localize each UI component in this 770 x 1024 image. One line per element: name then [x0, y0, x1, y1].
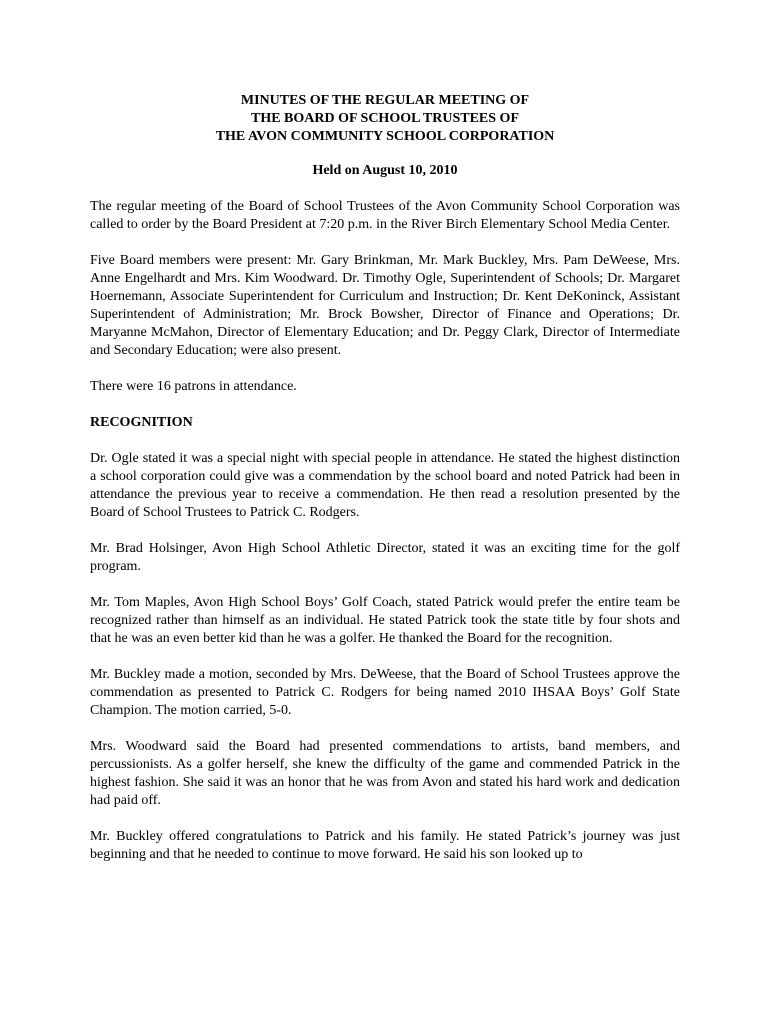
paragraph-call-to-order: The regular meeting of the Board of School Trustees of the Avon Community School Corporation was called to order by the Board President at 7:20 p.m. in the River Birch Elementary School Media Center.: [90, 199, 680, 232]
paragraph-recognition-2: Mr. Brad Holsinger, Avon High School Athletic Director, stated it was an exciting time for the golf program.: [90, 541, 680, 574]
paragraph-recognition-5: Mrs. Woodward said the Board had presented commendations to artists, band members, and percussionists. As a golfer herself, she knew the difficulty of the game and commended Patrick in the highest fashion. She said it was an honor that he was from Avon and stated his hard work and dedication had paid off.: [90, 739, 680, 808]
paragraph-attendance: Five Board members were present: Mr. Gary Brinkman, Mr. Mark Buckley, Mrs. Pam DeWeese, Mrs. Anne Engelhardt and Mrs. Kim Woodward. Dr. Timothy Ogle, Superintendent of Schools; Dr. Margaret Hoernemann, Associate Superintendent for Curriculum and Instruction; Dr. Kent DeKoninck, Assistant Superintendent of Administration; Mr. Brock Bowsher, Director of Finance and Operations; Dr. Maryanne McMahon, Director of Elementary Education; and Dr. Peggy Clark, Director of Intermediate and Secondary Education; were also present.: [90, 253, 680, 358]
title-line-1: MINUTES OF THE REGULAR MEETING OF: [240, 93, 530, 108]
paragraph-recognition-1: Dr. Ogle stated it was a special night with special people in attendance. He stated the highest distinction a school corporation could give was a commendation by the school board and noted Patrick had been in attendance the previous year to receive a commendation. He then read a resolution presented by the Board of School Trustees to Patrick C. Rodgers.: [90, 451, 680, 520]
title-line-3: THE AVON COMMUNITY SCHOOL CORPORATION: [215, 129, 555, 144]
section-heading-recognition: RECOGNITION: [90, 415, 193, 430]
meeting-date: Held on August 10, 2010: [312, 163, 458, 178]
paragraph-recognition-3: Mr. Tom Maples, Avon High School Boys’ Golf Coach, stated Patrick would prefer the entire team be recognized rather than himself as an individual. He stated Patrick took the state title by four shots and that he was an even better kid than he was a golfer. He thanked the Board for the recognition.: [90, 595, 680, 646]
document-title: [90, 92, 680, 146]
paragraph-recognition-4: Mr. Buckley made a motion, seconded by Mrs. DeWeese, that the Board of School Trustees approve the commendation as presented to Patrick C. Rodgers for being named 2010 IHSAA Boys’ Golf State Champion. The motion carried, 5-0.: [90, 667, 680, 718]
paragraph-recognition-6: Mr. Buckley offered congratulations to Patrick and his family. He stated Patrick’s journey was just beginning and that he needed to continue to move forward. He said his son looked up to: [90, 829, 680, 862]
title-line-2: THE BOARD OF SCHOOL TRUSTEES OF: [250, 111, 519, 126]
paragraph-patrons: There were 16 patrons in attendance.: [90, 379, 297, 394]
document-page: [90, 92, 680, 864]
